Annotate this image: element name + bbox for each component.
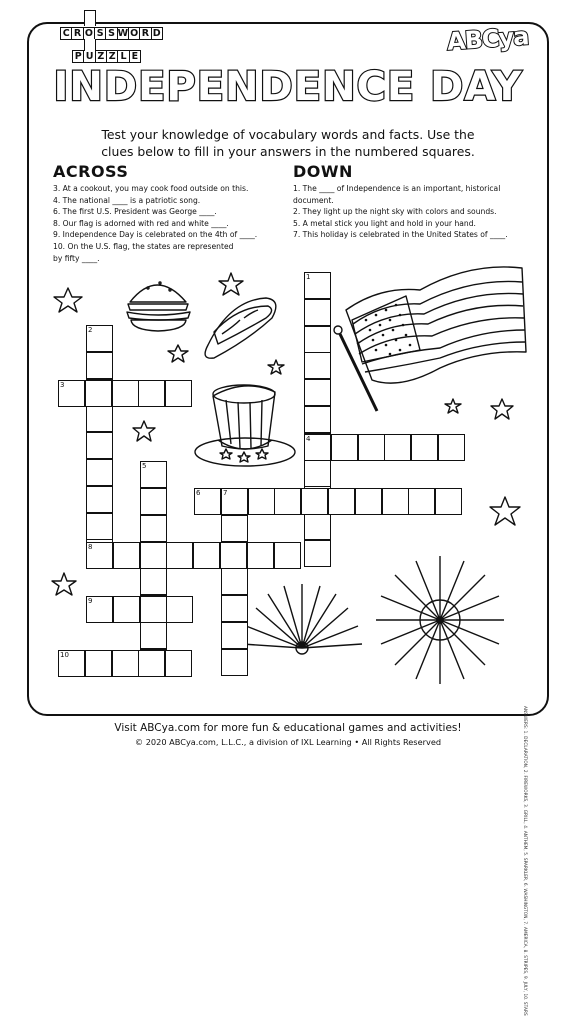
page-title: INDEPENDENCE DAY — [53, 64, 523, 110]
grid-square[interactable] — [138, 650, 165, 677]
grid-square[interactable] — [193, 542, 220, 569]
grid-square[interactable] — [138, 380, 165, 407]
grid-square[interactable] — [166, 542, 193, 569]
grid-square[interactable] — [165, 650, 192, 677]
star-icon — [491, 399, 513, 419]
across-clue: 6. The first U.S. President was George ____. — [53, 207, 217, 217]
badge-letter: Z — [95, 50, 108, 63]
grid-square[interactable] — [304, 352, 331, 379]
grid-square[interactable] — [328, 488, 355, 515]
clue-number: 1 — [306, 273, 311, 281]
across-heading: ACROSS — [53, 162, 129, 181]
grid-square[interactable] — [304, 406, 331, 433]
grid-square[interactable] — [113, 596, 140, 623]
grid-square[interactable] — [112, 380, 139, 407]
across-clue: 10. On the U.S. flag, the states are represented — [53, 241, 234, 251]
badge-letter: R — [139, 27, 152, 40]
clue-number: 3 — [60, 381, 65, 389]
footer-copyright: © 2020 ABCya.com, L.L.C., a division of IXL Learning • All Rights Reserved — [134, 737, 442, 747]
grid-square[interactable] — [220, 542, 247, 569]
grid-square[interactable] — [112, 650, 139, 677]
grid-square[interactable] — [358, 434, 385, 461]
down-clue: 5. A metal stick you light and hold in your hand. — [293, 218, 476, 228]
grid-square[interactable] — [384, 434, 411, 461]
down-heading: DOWN — [293, 162, 353, 181]
star-icon — [219, 273, 243, 295]
grid-square[interactable] — [247, 542, 274, 569]
grid-square[interactable] — [86, 459, 113, 486]
grid-square[interactable] — [86, 405, 113, 432]
clue-number: 7 — [223, 489, 228, 497]
across-clue: 4. The national ____ is a patriotic song. — [53, 195, 201, 205]
badge-letter: P — [72, 50, 85, 63]
star-icon — [133, 421, 155, 441]
grid-square[interactable] — [382, 488, 409, 515]
grid-square[interactable] — [304, 460, 331, 487]
grid-square[interactable] — [274, 488, 301, 515]
grid-square[interactable] — [304, 540, 331, 567]
firework-icon — [376, 556, 504, 684]
grid-square[interactable] — [140, 542, 167, 569]
answer-key: ANSWERS: 1. DECLARATION, 2. FIREWORKS, 3. GRILL, 4. ANTHEM, 5. SPARKLER, 6. WASHINGTON, 7. AMERICA, 8. STRIPES, 9. JULY, 10. STARS — [523, 706, 528, 1016]
clue-number: 9 — [88, 597, 93, 605]
grid-square[interactable] — [140, 622, 167, 649]
grid-square[interactable] — [301, 488, 328, 515]
badge-letter: D — [151, 27, 164, 40]
grid-square[interactable] — [140, 596, 167, 623]
star-icon — [268, 360, 284, 374]
grid-square[interactable] — [86, 486, 113, 513]
grid-square[interactable] — [411, 434, 438, 461]
grid-square[interactable] — [355, 488, 382, 515]
down-clue: 2. They light up the night sky with colors and sounds. — [293, 207, 497, 217]
american-flag-icon — [334, 267, 526, 411]
badge-letter: E — [129, 50, 142, 63]
clue-number: 4 — [306, 435, 311, 443]
clue-number: 8 — [88, 543, 93, 551]
down-clue: 7. This holiday is celebrated in the United States of ____. — [293, 230, 508, 240]
grid-square[interactable] — [166, 596, 193, 623]
grid-square[interactable] — [86, 352, 113, 379]
badge-letter: R — [71, 27, 84, 40]
across-clue: 8. Our flag is adorned with red and white ____. — [53, 218, 229, 228]
grid-square[interactable] — [221, 622, 248, 649]
down-clue: document. — [293, 195, 334, 205]
star-icon — [168, 345, 188, 362]
grid-square[interactable] — [221, 595, 248, 622]
grid-square[interactable] — [86, 513, 113, 540]
down-clue: 1. The ____ of Independence is an important, historical — [293, 184, 501, 193]
badge-letter: S — [94, 27, 107, 40]
grid-square[interactable] — [140, 515, 167, 542]
grid-square[interactable] — [304, 326, 331, 353]
grid-square[interactable] — [274, 542, 301, 569]
instructions: Test your knowledge of vocabulary words and facts. Use the clues below to fill in your answers in the numbered squares. — [101, 127, 475, 159]
grid-square[interactable] — [304, 513, 331, 540]
star-icon — [54, 288, 82, 312]
grid-square[interactable] — [86, 432, 113, 459]
across-clue: 3. At a cookout, you may cook food outside on this. — [53, 184, 249, 193]
hat-icon — [195, 385, 295, 466]
hamburger-icon — [127, 282, 190, 331]
grid-square[interactable] — [331, 434, 358, 461]
grid-square[interactable] — [435, 488, 462, 515]
footer-visit: Visit ABCya.com for more fun & educational games and activities! — [114, 722, 462, 734]
badge-letter: O — [128, 27, 141, 40]
clue-number: 6 — [196, 489, 201, 497]
badge-letter: O — [83, 27, 96, 40]
badge-letter: U — [83, 50, 96, 63]
grid-square[interactable] — [221, 568, 248, 595]
grid-square[interactable] — [165, 380, 192, 407]
grid-square[interactable] — [221, 515, 248, 542]
abcya-logo: ABCya — [445, 22, 529, 56]
grid-square[interactable] — [248, 488, 275, 515]
grid-square[interactable] — [438, 434, 465, 461]
hot-dog-icon — [205, 298, 276, 358]
grid-square[interactable] — [408, 488, 435, 515]
grid-square[interactable] — [140, 568, 167, 595]
clue-number: 2 — [88, 326, 93, 334]
badge-letter: Z — [106, 50, 119, 63]
across-clue: 9. Independence Day is celebrated on the 4th of ____. — [53, 230, 258, 240]
star-icon — [52, 573, 76, 595]
star-icon — [445, 399, 461, 413]
across-clue: by fifty ____. — [53, 253, 100, 263]
badge-letter: L — [117, 50, 130, 63]
grid-square[interactable] — [140, 488, 167, 515]
star-icon — [490, 497, 520, 525]
firework-icon — [242, 584, 362, 654]
clue-number: 5 — [142, 462, 147, 470]
grid-square[interactable] — [304, 379, 331, 406]
clue-number: 10 — [60, 651, 69, 659]
badge-letter: C — [60, 27, 73, 40]
badge-letter: W — [117, 28, 129, 39]
grid-square[interactable] — [113, 542, 140, 569]
badge-letter: S — [105, 27, 118, 40]
grid-square[interactable] — [304, 299, 331, 326]
grid-square[interactable] — [221, 649, 248, 676]
grid-square[interactable] — [85, 650, 112, 677]
grid-square[interactable] — [85, 380, 112, 407]
